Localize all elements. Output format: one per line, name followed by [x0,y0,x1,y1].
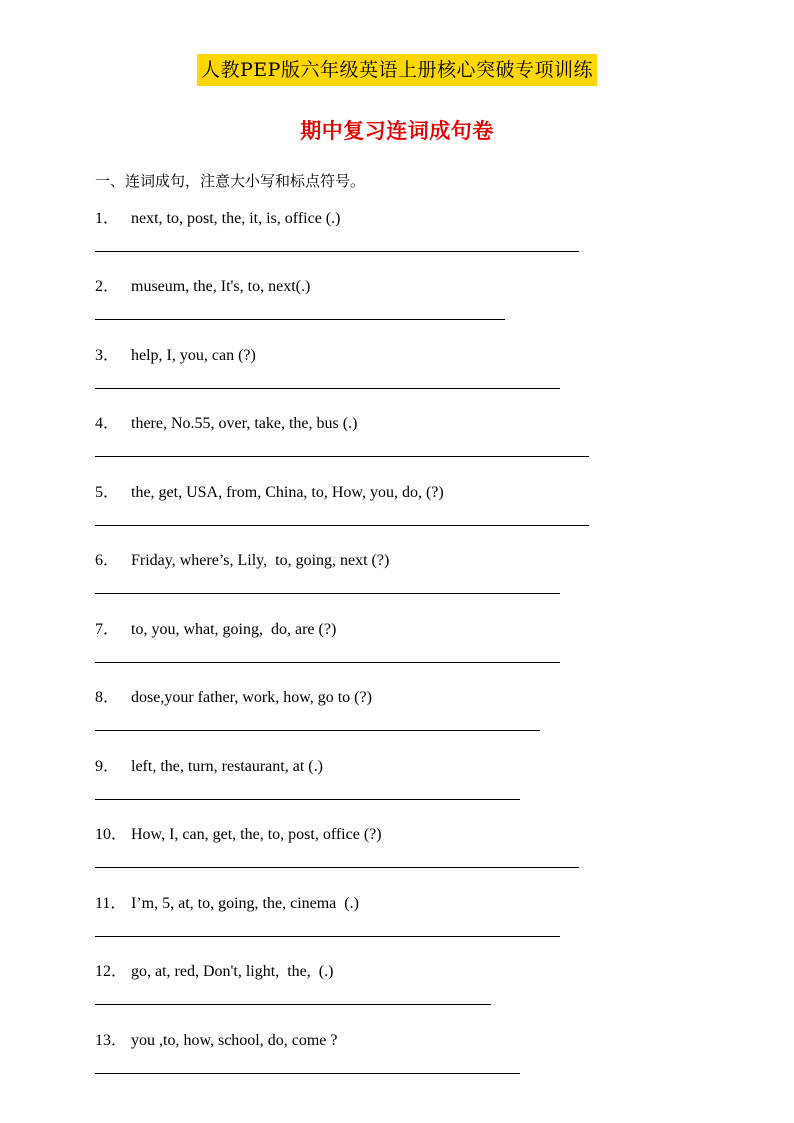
answer-line[interactable] [95,1073,520,1074]
question-text: go, at, red, Don't, light, the, (.) [131,963,334,980]
answer-line[interactable] [95,662,560,663]
question-number: 3． [95,347,120,364]
section-instruction: 一、连词成句，注意大小写和标点符号。 [95,172,366,190]
question-item [95,757,695,817]
question-number: 1． [95,210,120,227]
answer-line[interactable] [95,1004,491,1005]
question-item [95,962,695,1022]
question-text: left, the, turn, restaurant, at (.) [131,758,323,775]
question-number: 7． [95,621,120,638]
question-text: to, you, what, going, do, are (?) [131,621,337,638]
answer-line[interactable] [95,456,589,457]
answer-line[interactable] [95,251,579,252]
question-text: museum, the, It's, to, next(.) [131,278,311,295]
question-item [95,1031,695,1091]
question-number: 12． [95,963,128,980]
question-item [95,894,695,954]
question-number: 4． [95,415,120,432]
answer-line[interactable] [95,319,505,320]
question-item [95,414,695,474]
answer-line[interactable] [95,525,589,526]
answer-line[interactable] [95,799,520,800]
question-number: 10． [95,826,128,843]
question-text: you ,to, how, school, do, come ? [131,1032,338,1049]
page-subtitle: 期中复习连词成句卷 [300,119,494,143]
answer-line[interactable] [95,730,540,731]
question-item [95,688,695,748]
question-item [95,209,695,269]
page-title: 人教PEP版六年级英语上册核心突破专项训练 [197,54,597,86]
question-text: next, to, post, the, it, is, office (.) [131,210,341,227]
question-number: 6． [95,552,120,569]
question-text: How, I, can, get, the, to, post, office (?) [131,826,382,843]
answer-line[interactable] [95,867,579,868]
answer-line[interactable] [95,936,560,937]
answer-line[interactable] [95,388,560,389]
question-text: help, I, you, can (?) [131,347,256,364]
question-number: 11． [95,895,127,912]
question-number: 8． [95,689,120,706]
question-number: 9． [95,758,120,775]
question-number: 13． [95,1032,128,1049]
question-number: 2． [95,278,120,295]
question-item [95,620,695,680]
question-text: dose,your father, work, how, go to (?) [131,689,372,706]
question-item [95,825,695,885]
question-text: Friday, where’s, Lily, to, going, next (?) [131,552,390,569]
question-number: 5． [95,484,120,501]
question-text: the, get, USA, from, China, to, How, you, do, (?) [131,484,444,501]
question-item [95,346,695,406]
question-text: I’m, 5, at, to, going, the, cinema (.) [131,895,359,912]
question-item [95,277,695,337]
question-item [95,483,695,543]
answer-line[interactable] [95,593,560,594]
question-item [95,551,695,611]
question-text: there, No.55, over, take, the, bus (.) [131,415,358,432]
